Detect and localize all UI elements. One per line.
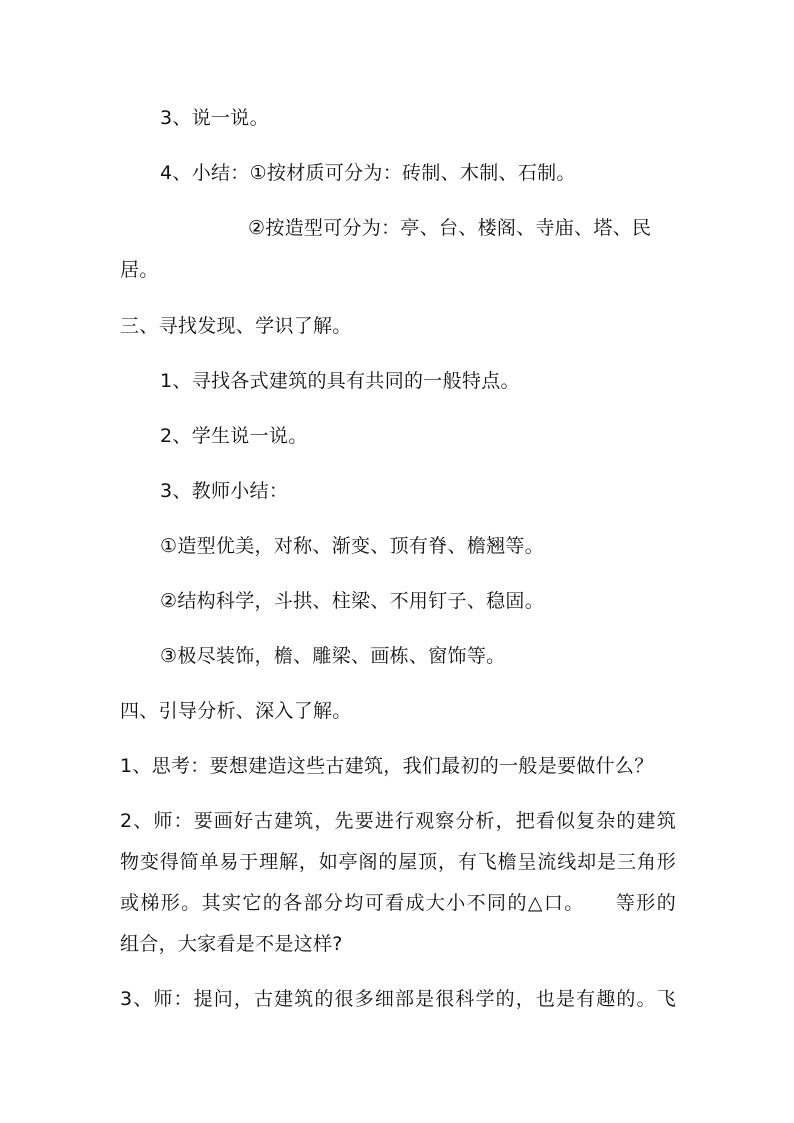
summary-material: 4、小结：①按材质可分为：砖制、木制、石制。 xyxy=(160,162,576,184)
paragraph-teacher-line-2: 物变得简单易于理解，如亭阁的屋顶，有飞檐呈流线却是三角形 xyxy=(120,851,676,873)
list-item-say: 3、说一说。 xyxy=(160,107,269,129)
list-item-students: 2、学生说一说。 xyxy=(160,425,308,447)
list-item-teacher-summary: 3、教师小结： xyxy=(160,480,289,502)
list-item-features: 1、寻找各式建筑的具有共同的一般特点。 xyxy=(160,370,520,392)
summary-shape: ②按造型可分为：亭、台、楼阁、寺庙、塔、民 xyxy=(248,217,652,239)
point-structure: ②结构科学，斗拱、柱梁、不用钉子、稳固。 xyxy=(160,590,545,612)
section-heading-4: 四、引导分析、深入了解。 xyxy=(120,700,352,722)
section-heading-3: 三、寻找发现、学识了解。 xyxy=(120,315,352,337)
paragraph-teacher-line-3: 或梯形。其实它的各部分均可看成大小不同的△口。 等形的 xyxy=(120,892,676,914)
paragraph-teacher-line-1: 2、师：要画好古建筑，先要进行观察分析，把看似复杂的建筑 xyxy=(120,810,676,832)
paragraph-question-line-1: 3、师：提问，古建筑的很多细部是很科学的，也是有趣的。飞 xyxy=(120,988,676,1010)
point-form: ①造型优美，对称、渐变、顶有脊、檐翘等。 xyxy=(160,535,545,557)
paragraph-think: 1、思考：要想建造这些古建筑，我们最初的一般是要做什么？ xyxy=(120,755,654,777)
summary-shape-continued: 居。 xyxy=(120,259,159,281)
paragraph-teacher-line-4: 组合，大家看是不是这样? xyxy=(120,933,343,955)
point-decoration: ③极尽装饰，檐、雕梁、画栋、窗饰等。 xyxy=(160,645,506,667)
